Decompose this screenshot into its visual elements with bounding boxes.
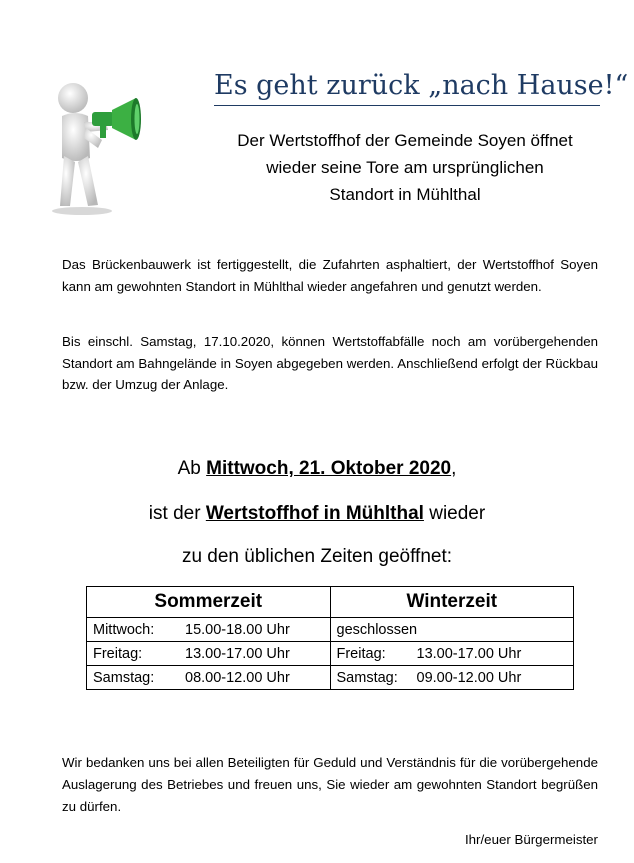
opening-hours-table — [86, 586, 574, 690]
signature: Ihr/euer Bürgermeister — [464, 832, 598, 847]
summer-day: Samstag: — [93, 669, 155, 686]
paragraph-temporary-site: Bis einschl. Samstag, 17.10.2020, können Wertstoffabfälle noch am vorübergehenden Standort am Bahngelände in Soyen abgegeben werden. Anschließend erfolgt der Rückbau bzw. der Umzug der Anlage. — [62, 334, 598, 392]
summer-cell — [87, 666, 331, 690]
subtitle — [200, 127, 610, 208]
winter-day: geschlossen — [336, 621, 418, 638]
winter-cell — [330, 666, 574, 690]
announcement-comma: , — [451, 458, 457, 479]
table-row — [87, 618, 574, 642]
summer-cell — [87, 618, 331, 642]
winter-header: Winterzeit — [330, 587, 574, 618]
announcement-place-suffix: wieder — [423, 503, 486, 524]
winter-cell — [330, 618, 574, 642]
closing-paragraph: Wir bedanken uns bei allen Beteiligten für Geduld und Verständnis für die vorübergehende Auslagerung des Betriebes und freuen uns, Sie wieder am gewohnten Standort begrüßen zu dürfen. — [62, 755, 598, 814]
announcement-prefix: Ab — [177, 458, 207, 479]
summer-header: Sommerzeit — [87, 587, 331, 618]
subtitle-line-3: Standort in Mühlthal — [329, 185, 481, 204]
paragraph-bridge-completed: Das Brückenbauwerk ist fertiggestellt, die Zufahrten asphaltiert, der Wertstoffhof Soyen kann am gewohnten Standort in Mühlthal wieder angefahren und genutzt werden. — [62, 257, 598, 294]
winter-day: Samstag: — [336, 669, 398, 686]
summer-day: Freitag: — [93, 645, 143, 662]
announcement-hours-line: zu den üblichen Zeiten geöffnet: — [181, 546, 453, 567]
page-title: Es geht zurück „nach Hause!“ — [214, 70, 600, 106]
table-row — [87, 642, 574, 666]
summer-cell — [87, 642, 331, 666]
announcement-place-prefix: ist der — [148, 503, 206, 524]
summer-day: Mittwoch: — [93, 621, 155, 638]
subtitle-line-2: wieder seine Tore am ursprünglichen — [266, 158, 544, 177]
winter-time: 09.00-12.00 Uhr — [416, 669, 522, 686]
megaphone-figure-icon — [40, 78, 150, 218]
summer-time: 15.00-18.00 Uhr — [185, 621, 290, 638]
announcement-place-line — [0, 503, 634, 525]
announcement-date: Mittwoch, 21. Oktober 2020 — [206, 458, 452, 479]
winter-time: 13.00-17.00 Uhr — [416, 645, 522, 662]
winter-cell — [330, 642, 574, 666]
announcement-place: Wertstoffhof in Mühlthal — [205, 503, 424, 524]
table-row — [87, 666, 574, 690]
announcement-date-line — [0, 458, 634, 480]
table-header-row — [87, 587, 574, 618]
subtitle-line-1: Der Wertstoffhof der Gemeinde Soyen öffnet — [237, 131, 573, 150]
summer-time: 08.00-12.00 Uhr — [185, 669, 290, 686]
summer-time: 13.00-17.00 Uhr — [185, 645, 290, 662]
winter-day: Freitag: — [336, 645, 386, 662]
